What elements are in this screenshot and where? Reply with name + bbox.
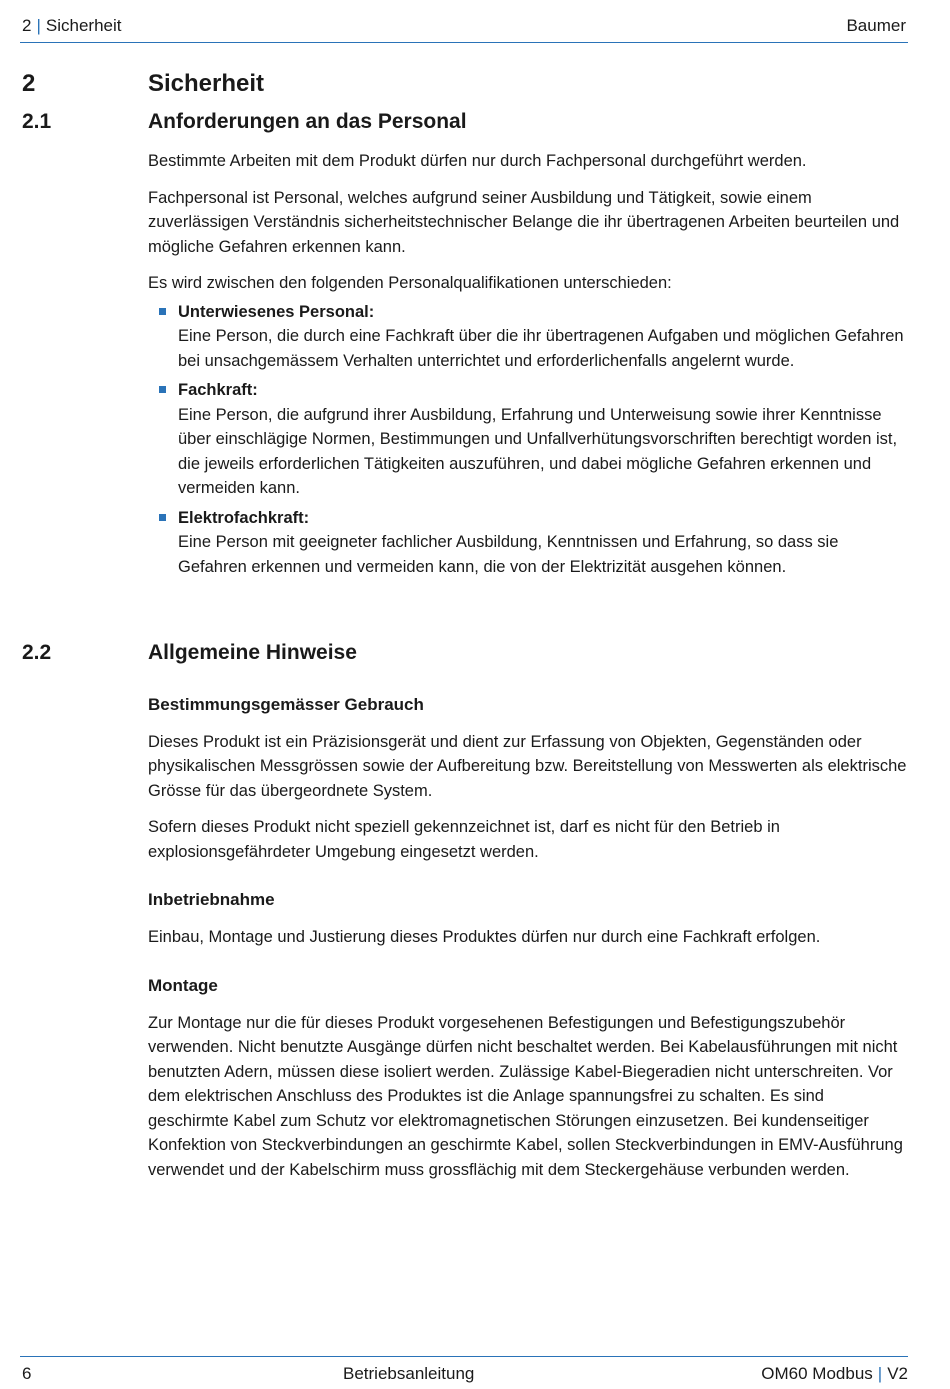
list-item-term: Fachkraft: — [178, 381, 258, 399]
list-item-term: Unterwiesenes Personal: — [178, 302, 375, 321]
header-chapter-title: Sicherheit — [45, 16, 122, 35]
page-header — [20, 14, 908, 43]
section-2-2-body — [148, 693, 908, 1182]
header-brand: Baumer — [846, 16, 906, 35]
subsection-number: 2.2 — [22, 641, 52, 664]
subheading-intended-use: Bestimmungsgemässer Gebrauch — [148, 695, 424, 714]
list-item-text: Eine Person, die durch eine Fachkraft über die ihr übertragenen Aufgaben und möglichen Gefahren bei unsachgemässem Verhalten unterrichtet und erforderlichenfalls angelernt wurde. — [178, 327, 904, 370]
subsection-number: 2.1 — [22, 110, 52, 133]
page-footer — [20, 1356, 908, 1387]
page-number: 6 — [22, 1364, 32, 1383]
paragraph: Sofern dieses Produkt nicht speziell gekennzeichnet ist, darf es nicht für den Betrieb in explosionsgefährdeter Umgebung eingesetzt werden. — [148, 818, 780, 861]
paragraph: Bestimmte Arbeiten mit dem Produkt dürfen nur durch Fachpersonal durchgeführt werden. — [148, 152, 807, 170]
header-chapter-number: 2 — [22, 16, 32, 35]
bullet-square-icon — [159, 514, 166, 521]
bullet-square-icon — [159, 308, 166, 315]
list-item-text: Eine Person, die aufgrund ihrer Ausbildung, Erfahrung und Unterweisung sowie ihrer Kenntnisse über einschlägige Normen, Bestimmungen und Unfallverhütungsvorschriften berechtigt worden ist, die jeweils erforderlichen Tätigkeiten auszuführen, und dabei mögliche Gefahren erkennen und vermeiden kann. — [178, 405, 898, 497]
footer-doc-type: Betriebsanleitung — [343, 1364, 475, 1383]
paragraph: Es wird zwischen den folgenden Personalqualifikationen unterschieden: — [148, 274, 672, 292]
section-2-1-body — [148, 149, 908, 584]
footer-product-name: OM60 Modbus — [761, 1364, 873, 1383]
bullet-square-icon — [159, 386, 166, 393]
footer-separator: | — [877, 1364, 883, 1383]
list-item — [148, 378, 908, 501]
list-item — [148, 300, 908, 374]
subsection-title: Anforderungen an das Personal — [148, 110, 467, 133]
paragraph: Zur Montage nur die für dieses Produkt vorgesehenen Befestigungen und Befestigungszubehör verwenden. Nicht benutzte Ausgänge dürfen nicht beschaltet werden. Bei Kabelausführungen mit nicht benutzten Adern, müssen diese isoliert werden. Zulässige Kabel-Biegeradien nicht unterschreiten. Vor dem elektrischen Anschluss des Produktes ist die Anlage spannungsfrei zu schalten. Es sind geschirmte Kabel zum Schutz vor elektromagnetischen Störungen einzusetzen. Bei kundenseitiger Konfektion von Steckverbindungen an geschirmte Kabel, sollen Steckverbindungen in EMV-Ausführung verwendet und der Kabelschirm muss grossflächig mit dem Steckergehäuse verbunden werden. — [148, 1013, 903, 1179]
paragraph: Einbau, Montage und Justierung dieses Produktes dürfen nur durch eine Fachkraft erfolgen. — [148, 927, 821, 946]
paragraph: Fachpersonal ist Personal, welches aufgrund seiner Ausbildung und Tätigkeit, sowie einem zuverlässigen Verständnis sicherheitstechnischer Belange die ihr übertragenen Arbeiten beurteilen und mögliche Gefahren erkennen kann. — [148, 188, 900, 256]
header-chapter — [22, 14, 122, 38]
section-number: 2 — [22, 70, 36, 97]
footer-version: V2 — [887, 1364, 908, 1383]
footer-product — [761, 1359, 908, 1389]
list-item-term: Elektrofachkraft: — [178, 508, 310, 527]
list-item — [148, 506, 908, 580]
qualification-list — [148, 300, 908, 580]
subheading-mounting: Montage — [148, 976, 218, 995]
list-item-text: Eine Person mit geeigneter fachlicher Ausbildung, Kenntnissen und Erfahrung, so dass sie Gefahren erkennen und vermeiden kann, die von der Elektrizität ausgehen können. — [178, 533, 839, 576]
section-title: Sicherheit — [148, 70, 265, 97]
paragraph: Dieses Produkt ist ein Präzisionsgerät und dient zur Erfassung von Objekten, Gegenständen oder physikalischen Messgrössen sowie der Aufbereitung bzw. Bereitstellung von Messwerten als elektrische Grösse für das übergeordnete System. — [148, 732, 907, 800]
subheading-commissioning: Inbetriebnahme — [148, 890, 275, 909]
header-separator: | — [36, 16, 41, 35]
subsection-title: Allgemeine Hinweise — [148, 641, 357, 664]
